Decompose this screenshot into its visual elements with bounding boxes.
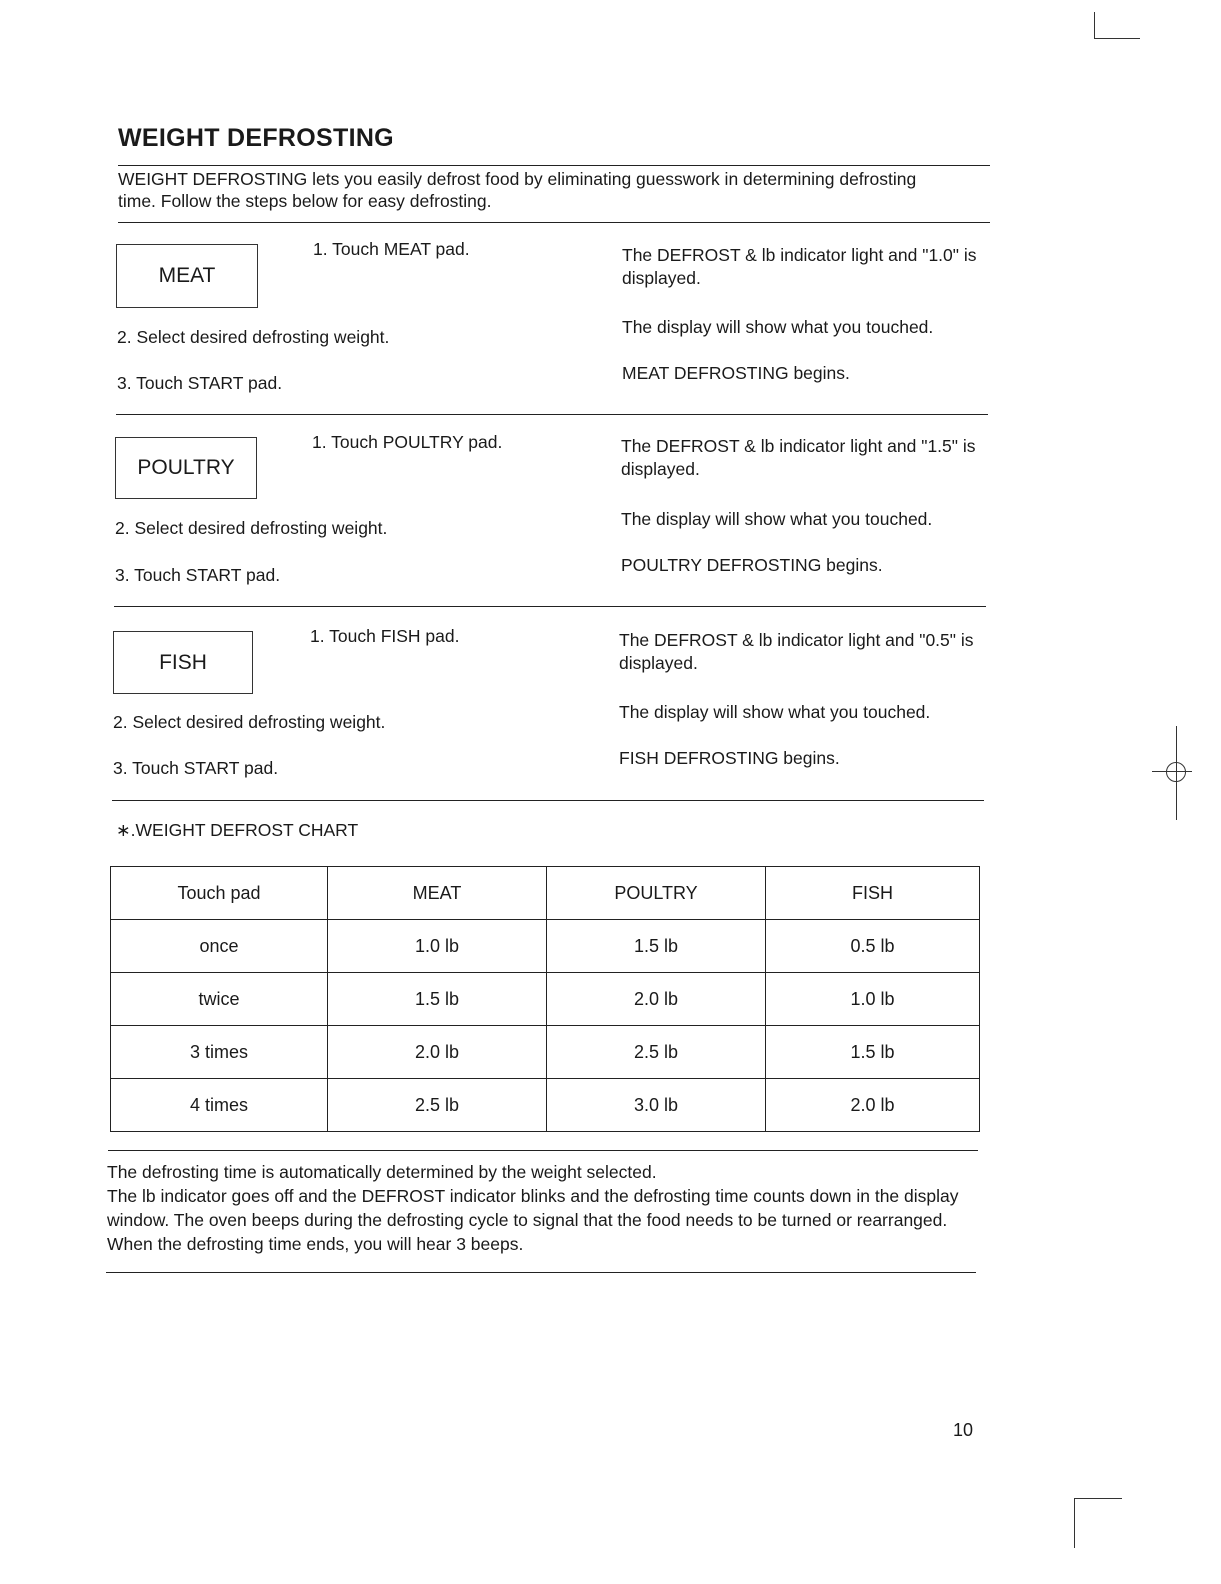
chart-cell: 2.0 lb — [328, 1026, 547, 1079]
poultry-step-1: 1. Touch POULTRY pad. — [312, 432, 503, 452]
chart-cell: once — [111, 920, 328, 973]
fish-section-rule — [112, 800, 984, 801]
chart-row — [111, 1079, 980, 1132]
registration-circle — [1166, 762, 1186, 782]
crop-mark-top-right-h — [1094, 38, 1140, 39]
footer-line-1: The defrosting time is automatically determined by the weight selected. — [107, 1162, 657, 1182]
poultry-pad-label: POULTRY — [137, 456, 235, 479]
meat-result-1: The DEFROST & lb indicator light and "1.0" is displayed. — [622, 245, 977, 288]
chart-header-cell: MEAT — [328, 867, 547, 920]
fish-pad-button[interactable] — [113, 631, 253, 694]
chart-row — [111, 1026, 980, 1079]
meat-section-rule — [116, 414, 988, 415]
chart-cell: 2.0 lb — [547, 973, 766, 1026]
chart-cell: 4 times — [111, 1079, 328, 1132]
chart-row — [111, 920, 980, 973]
meat-step-3: 3. Touch START pad. — [117, 373, 283, 393]
meat-pad-button[interactable] — [116, 244, 258, 308]
fish-pad-label: FISH — [159, 650, 207, 674]
fish-step-3: 3. Touch START pad. — [113, 758, 279, 778]
meat-step-2: 2. Select desired defrosting weight. — [117, 327, 390, 347]
fish-result-2: The display will show what you touched. — [619, 702, 931, 722]
meat-pad-label: MEAT — [158, 264, 216, 287]
chart-cell: 1.5 lb — [547, 920, 766, 973]
poultry-step-3: 3. Touch START pad. — [115, 565, 281, 585]
weight-defrost-chart — [110, 866, 980, 1132]
chart-header-cell: Touch pad — [111, 867, 328, 920]
chart-cell: 1.0 lb — [328, 920, 547, 973]
chart-cell: twice — [111, 973, 328, 1026]
chart-cell: 1.5 lb — [766, 1026, 980, 1079]
crop-mark-bottom-right-v — [1074, 1498, 1075, 1548]
chart-cell: 2.5 lb — [328, 1079, 547, 1132]
chart-header-cell: POULTRY — [547, 867, 766, 920]
footer-notes — [107, 1160, 967, 1256]
footer-bottom-rule — [106, 1272, 976, 1273]
page-number: 10 — [953, 1420, 974, 1440]
poultry-section-rule — [114, 606, 986, 607]
chart-title: ∗.WEIGHT DEFROST CHART — [116, 820, 359, 840]
chart-cell: 3.0 lb — [547, 1079, 766, 1132]
poultry-result-3: POULTRY DEFROSTING begins. — [621, 555, 883, 575]
fish-result-3: FISH DEFROSTING begins. — [619, 748, 840, 768]
chart-cell: 1.5 lb — [328, 973, 547, 1026]
fish-result-1: The DEFROST & lb indicator light and "0.5" is displayed. — [619, 630, 974, 673]
crop-mark-top-right — [1094, 12, 1095, 38]
chart-cell: 3 times — [111, 1026, 328, 1079]
poultry-result-1: The DEFROST & lb indicator light and "1.5" is displayed. — [621, 436, 976, 479]
chart-cell: 1.0 lb — [766, 973, 980, 1026]
chart-header-row — [111, 867, 980, 920]
poultry-pad-button[interactable] — [115, 437, 257, 499]
meat-result-3: MEAT DEFROSTING begins. — [622, 363, 850, 383]
poultry-result-2: The display will show what you touched. — [621, 509, 933, 529]
footer-line-2: The lb indicator goes off and the DEFROST indicator blinks and the defrosting time counts down in the display window. The oven beeps during the defrosting cycle to signal that the food needs to be turned or rearranged. When the defrosting time ends, you will hear 3 beeps. — [107, 1186, 959, 1254]
intro-rule — [118, 222, 990, 223]
chart-row — [111, 973, 980, 1026]
crop-mark-bottom-right-h — [1074, 1498, 1122, 1499]
chart-cell: 2.5 lb — [547, 1026, 766, 1079]
fish-step-2: 2. Select desired defrosting weight. — [113, 712, 386, 732]
fish-step-1: 1. Touch FISH pad. — [310, 626, 460, 646]
chart-cell: 2.0 lb — [766, 1079, 980, 1132]
chart-header-cell: FISH — [766, 867, 980, 920]
title-rule — [118, 165, 990, 166]
page-title: WEIGHT DEFROSTING — [118, 124, 394, 152]
intro-paragraph: WEIGHT DEFROSTING lets you easily defrost food by eliminating guesswork in determining defrosting time. Follow the steps below for easy defrosting. — [118, 169, 917, 211]
meat-step-1: 1. Touch MEAT pad. — [313, 239, 470, 259]
footer-top-rule — [108, 1150, 978, 1151]
meat-result-2: The display will show what you touched. — [622, 317, 934, 337]
chart-cell: 0.5 lb — [766, 920, 980, 973]
poultry-step-2: 2. Select desired defrosting weight. — [115, 518, 388, 538]
